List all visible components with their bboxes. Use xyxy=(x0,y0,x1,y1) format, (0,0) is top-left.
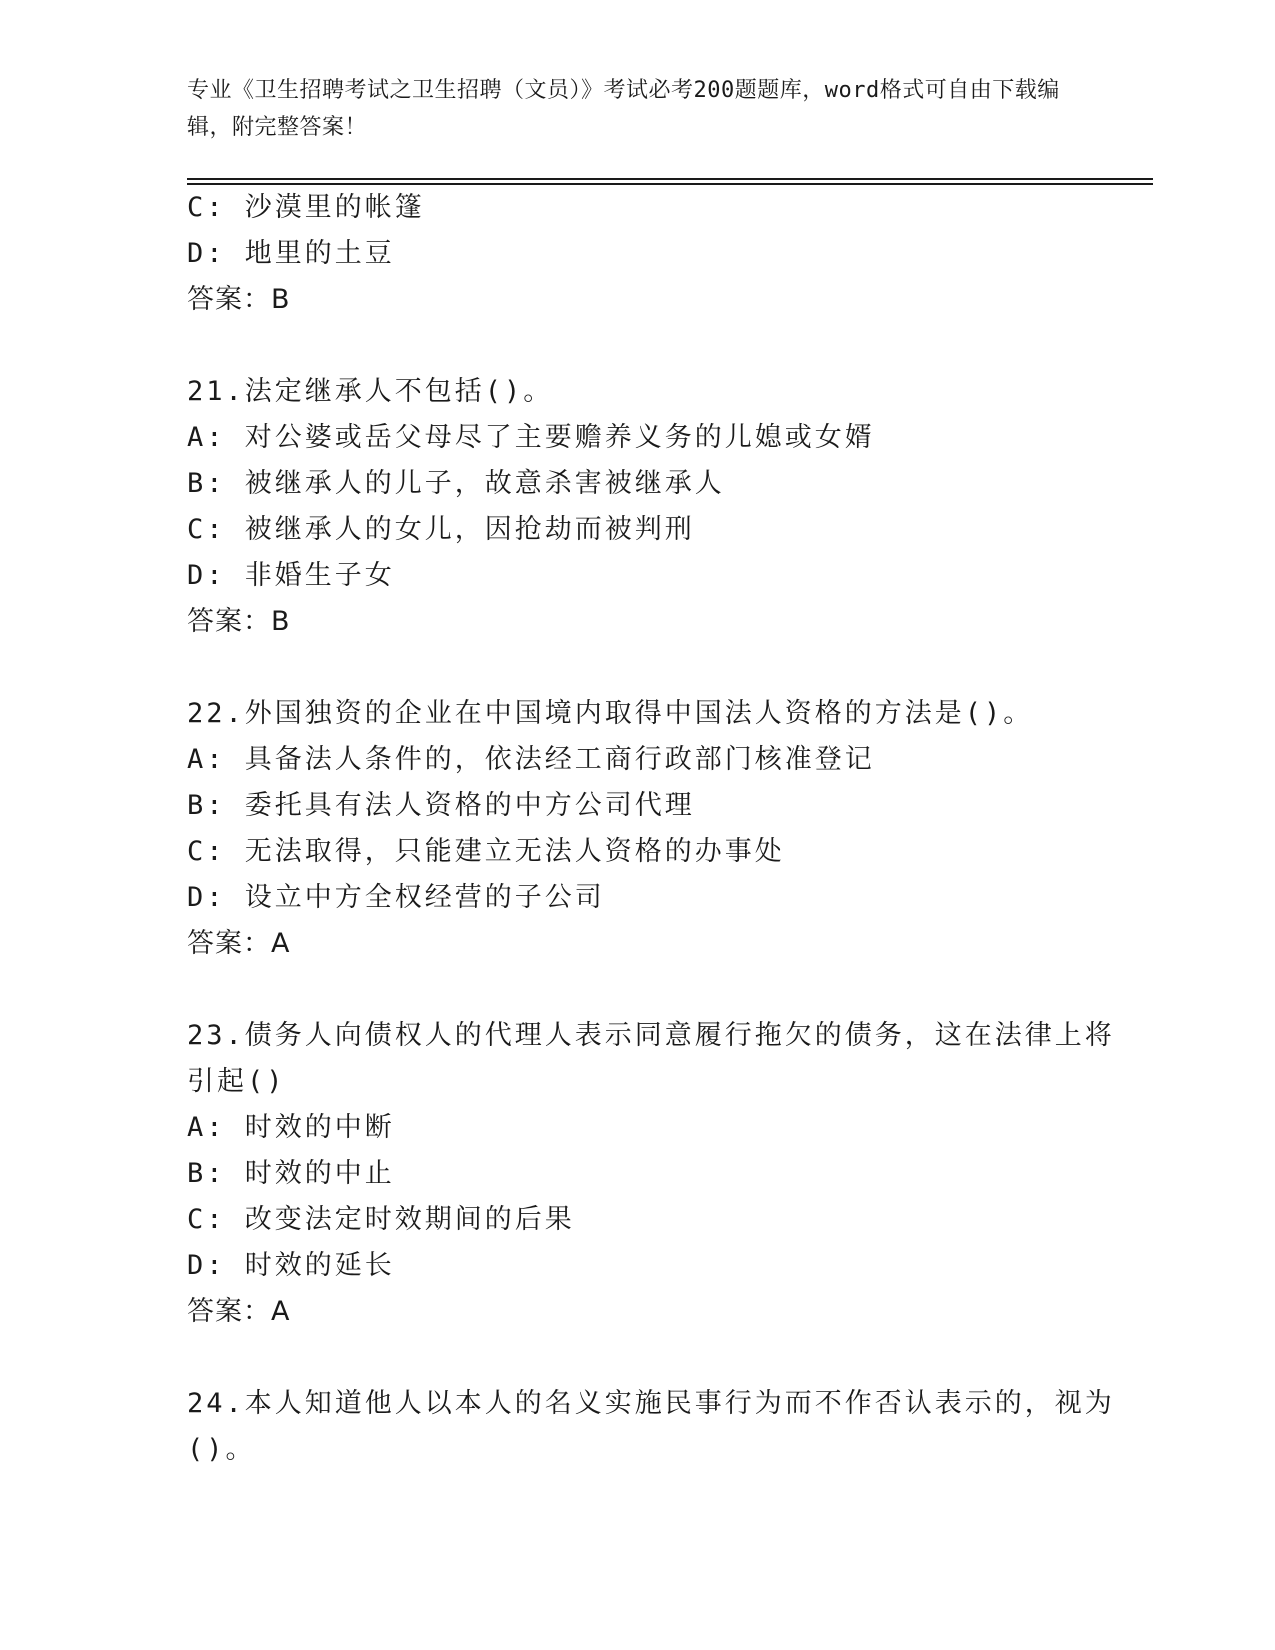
question-stem-line-1: 24.本人知道他人以本人的名义实施民事行为而不作否认表示的，视为 xyxy=(187,1388,1115,1419)
question-list xyxy=(187,185,1115,1473)
option-b: B: 委托具有法人资格的中方公司代理 xyxy=(187,790,695,821)
answer-line: 答案：B xyxy=(187,606,291,637)
question-23 xyxy=(187,1013,1115,1335)
option-b: B: 时效的中止 xyxy=(187,1158,395,1189)
question-stem: 21.法定继承人不包括()。 xyxy=(187,376,554,407)
option-d: D: 设立中方全权经营的子公司 xyxy=(187,882,605,913)
spacer xyxy=(187,323,1087,369)
option-c: C: 无法取得，只能建立无法人资格的办事处 xyxy=(187,836,785,867)
answer-line: 答案：A xyxy=(187,1296,291,1327)
option-b: B: 被继承人的儿子，故意杀害被继承人 xyxy=(187,468,725,499)
question-stem-line-1: 23.债务人向债权人的代理人表示同意履行拖欠的债务，这在法律上将 xyxy=(187,1020,1115,1051)
header-divider-top xyxy=(187,178,1153,180)
spacer xyxy=(187,1335,1087,1381)
question-stem: 22.外国独资的企业在中国境内取得中国法人资格的方法是()。 xyxy=(187,698,1034,729)
question-24 xyxy=(187,1381,1115,1473)
question-22 xyxy=(187,691,1087,967)
option-d: D: 时效的延长 xyxy=(187,1250,395,1281)
option-a: A: 具备法人条件的，依法经工商行政部门核准登记 xyxy=(187,744,875,775)
option-c: C: 沙漠里的帐篷 xyxy=(187,192,425,223)
answer-line: 答案：B xyxy=(187,284,291,315)
spacer xyxy=(187,645,1087,691)
question-stem-line-2: 引起() xyxy=(187,1066,286,1097)
option-a: A: 时效的中断 xyxy=(187,1112,395,1143)
document-header: 专业《卫生招聘考试之卫生招聘（文员）》考试必考200题题库，word格式可自由下载编辑，附完整答案！ xyxy=(187,78,1060,140)
option-a: A: 对公婆或岳父母尽了主要赡养义务的儿媳或女婿 xyxy=(187,422,875,453)
option-c: C: 被继承人的女儿，因抢劫而被判刑 xyxy=(187,514,695,545)
option-c: C: 改变法定时效期间的后果 xyxy=(187,1204,575,1235)
option-d: D: 非婚生子女 xyxy=(187,560,395,591)
question-stem-line-2: ()。 xyxy=(187,1434,256,1465)
question-21 xyxy=(187,369,1087,645)
option-d: D: 地里的土豆 xyxy=(187,238,395,269)
answer-line: 答案：A xyxy=(187,928,291,959)
spacer xyxy=(187,967,1087,1013)
